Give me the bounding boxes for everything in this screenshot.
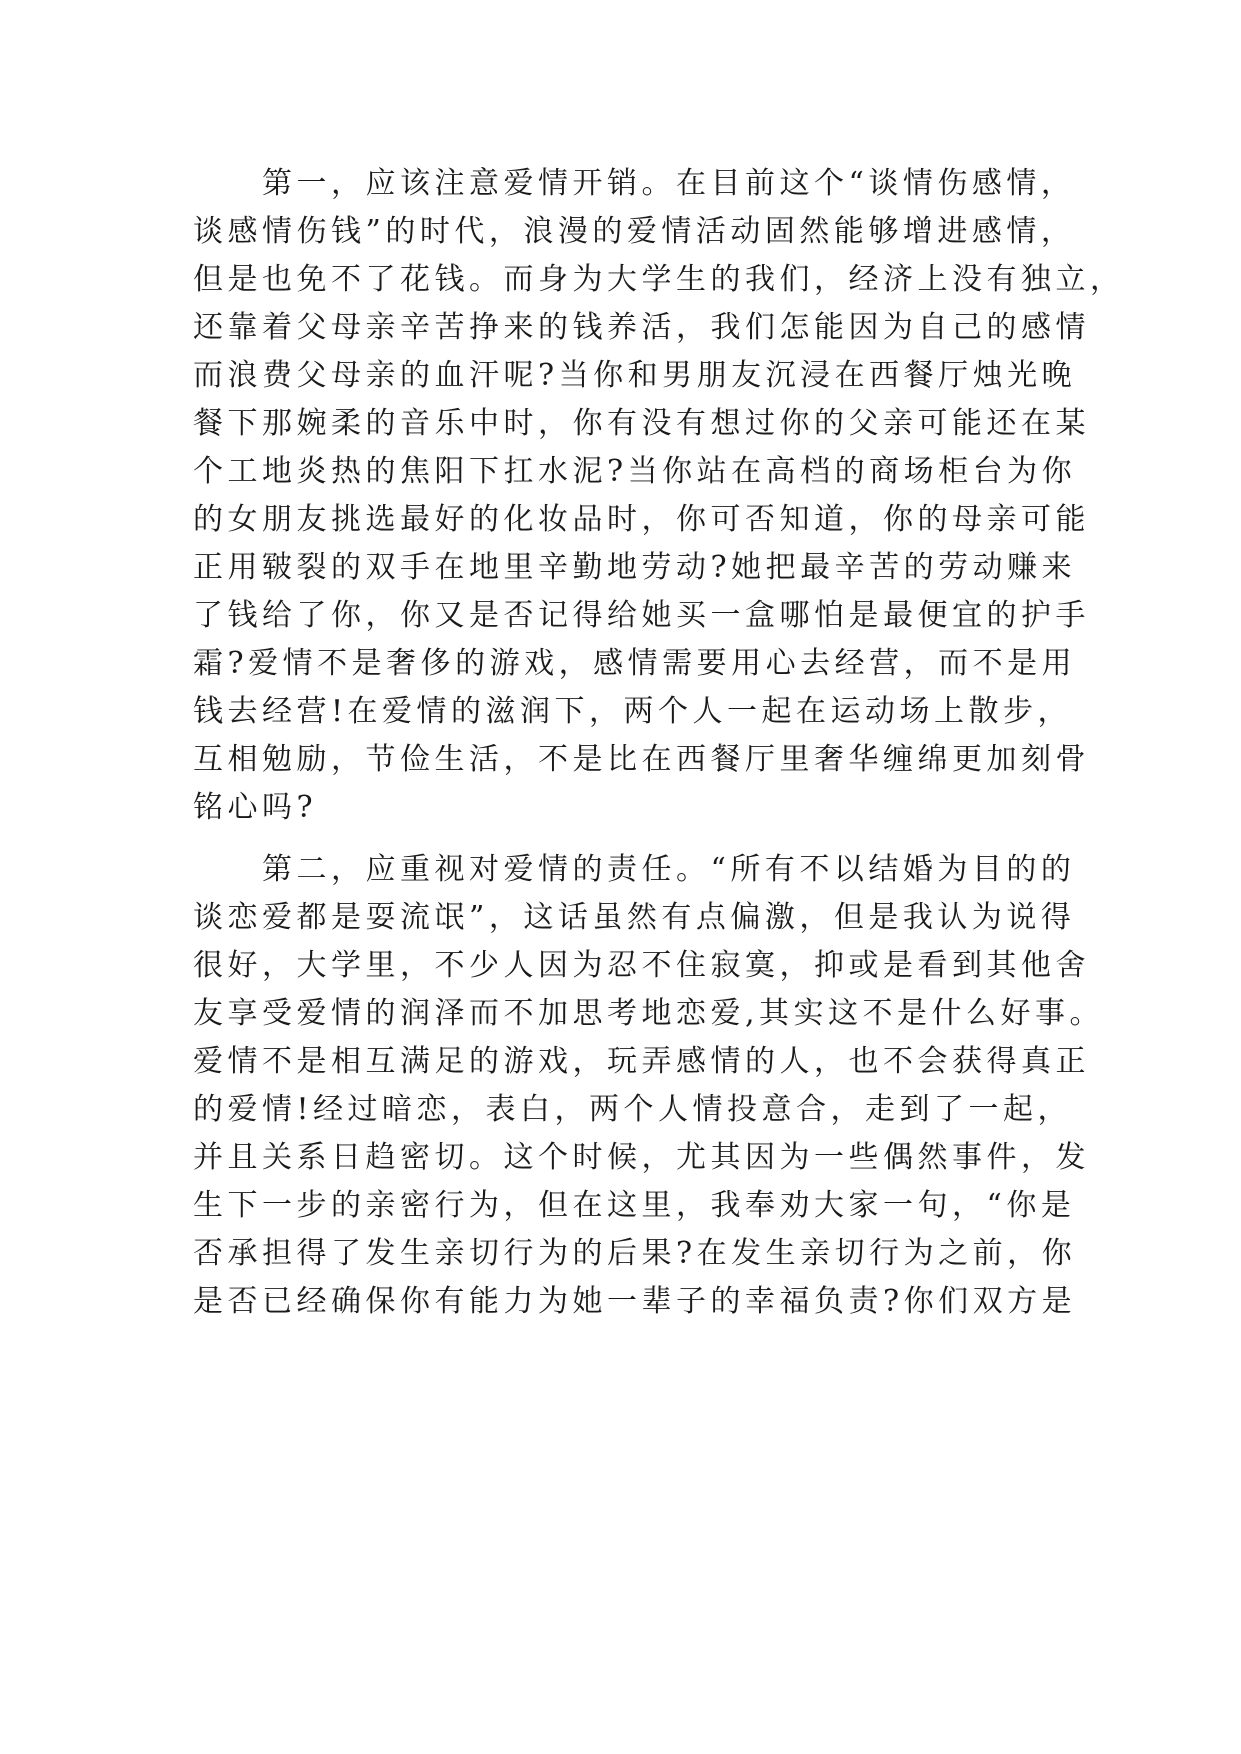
text-line: 生下一步的亲密行为，但在这里，我奉劝大家一句，“你是 (193, 1188, 1076, 1223)
text-line: 但是也免不了花钱。而身为大学生的我们，经济上没有独立， (193, 262, 1125, 297)
document-body (193, 160, 1125, 1326)
text-line: 很好，大学里，不少人因为忍不住寂寞，抑或是看到其他舍 (193, 948, 1090, 983)
text-line: 霜?爱情不是奢侈的游戏，感情需要用心去经营，而不是用 (193, 646, 1077, 681)
text-line: 钱去经营!在爱情的滋润下，两个人一起在运动场上散步， (193, 694, 1073, 729)
text-line: 爱情不是相互满足的游戏，玩弄感情的人，也不会获得真正 (193, 1044, 1090, 1079)
text-line: 铭心吗? (193, 790, 318, 825)
paragraph-second-love-responsibility (193, 846, 1105, 1326)
text-line: 并且关系日趋密切。这个时候，尤其因为一些偶然事件，发 (193, 1140, 1090, 1175)
paragraph-gap (193, 832, 1063, 846)
text-line: 谈恋爱都是耍流氓”，这话虽然有点偏激，但是我认为说得 (193, 900, 1076, 935)
text-line: 谈感情伤钱”的时代，浪漫的爱情活动固然能够增进感情， (193, 214, 1076, 249)
text-line: 还靠着父母亲辛苦挣来的钱养活，我们怎能因为自己的感情 (193, 310, 1090, 345)
text-line: 个工地炎热的焦阳下扛水泥?当你站在高档的商场柜台为你 (193, 454, 1077, 489)
text-line: 餐下那婉柔的音乐中时，你有没有想过你的父亲可能还在某 (193, 406, 1090, 441)
text-line: 的女朋友挑选最好的化妆品时，你可否知道，你的母亲可能 (193, 502, 1090, 537)
text-line: 正用皲裂的双手在地里辛勤地劳动?她把最辛苦的劳动赚来 (193, 550, 1077, 585)
text-line: 的爱情!经过暗恋，表白，两个人情投意合，走到了一起， (193, 1092, 1073, 1127)
text-line: 是否已经确保你有能力为她一辈子的幸福负责?你们双方是 (193, 1284, 1077, 1319)
text-line: 第一，应该注意爱情开销。在目前这个“谈情伤感情， (193, 166, 1076, 201)
text-line: 互相勉励，节俭生活，不是比在西餐厅里奢华缠绵更加刻骨 (193, 742, 1090, 777)
text-line: 而浪费父母亲的血汗呢?当你和男朋友沉浸在西餐厅烛光晚 (193, 358, 1077, 393)
text-line: 第二，应重视对爱情的责任。“所有不以结婚为目的的 (193, 852, 1076, 887)
text-line: 友享受爱情的润泽而不加思考地恋爱,其实这不是什么好事。 (193, 996, 1105, 1031)
paragraph-first-love-expenses (193, 160, 1125, 832)
text-line: 了钱给了你，你又是否记得给她买一盒哪怕是最便宜的护手 (193, 598, 1090, 633)
text-line: 否承担得了发生亲切行为的后果?在发生亲切行为之前，你 (193, 1236, 1077, 1271)
